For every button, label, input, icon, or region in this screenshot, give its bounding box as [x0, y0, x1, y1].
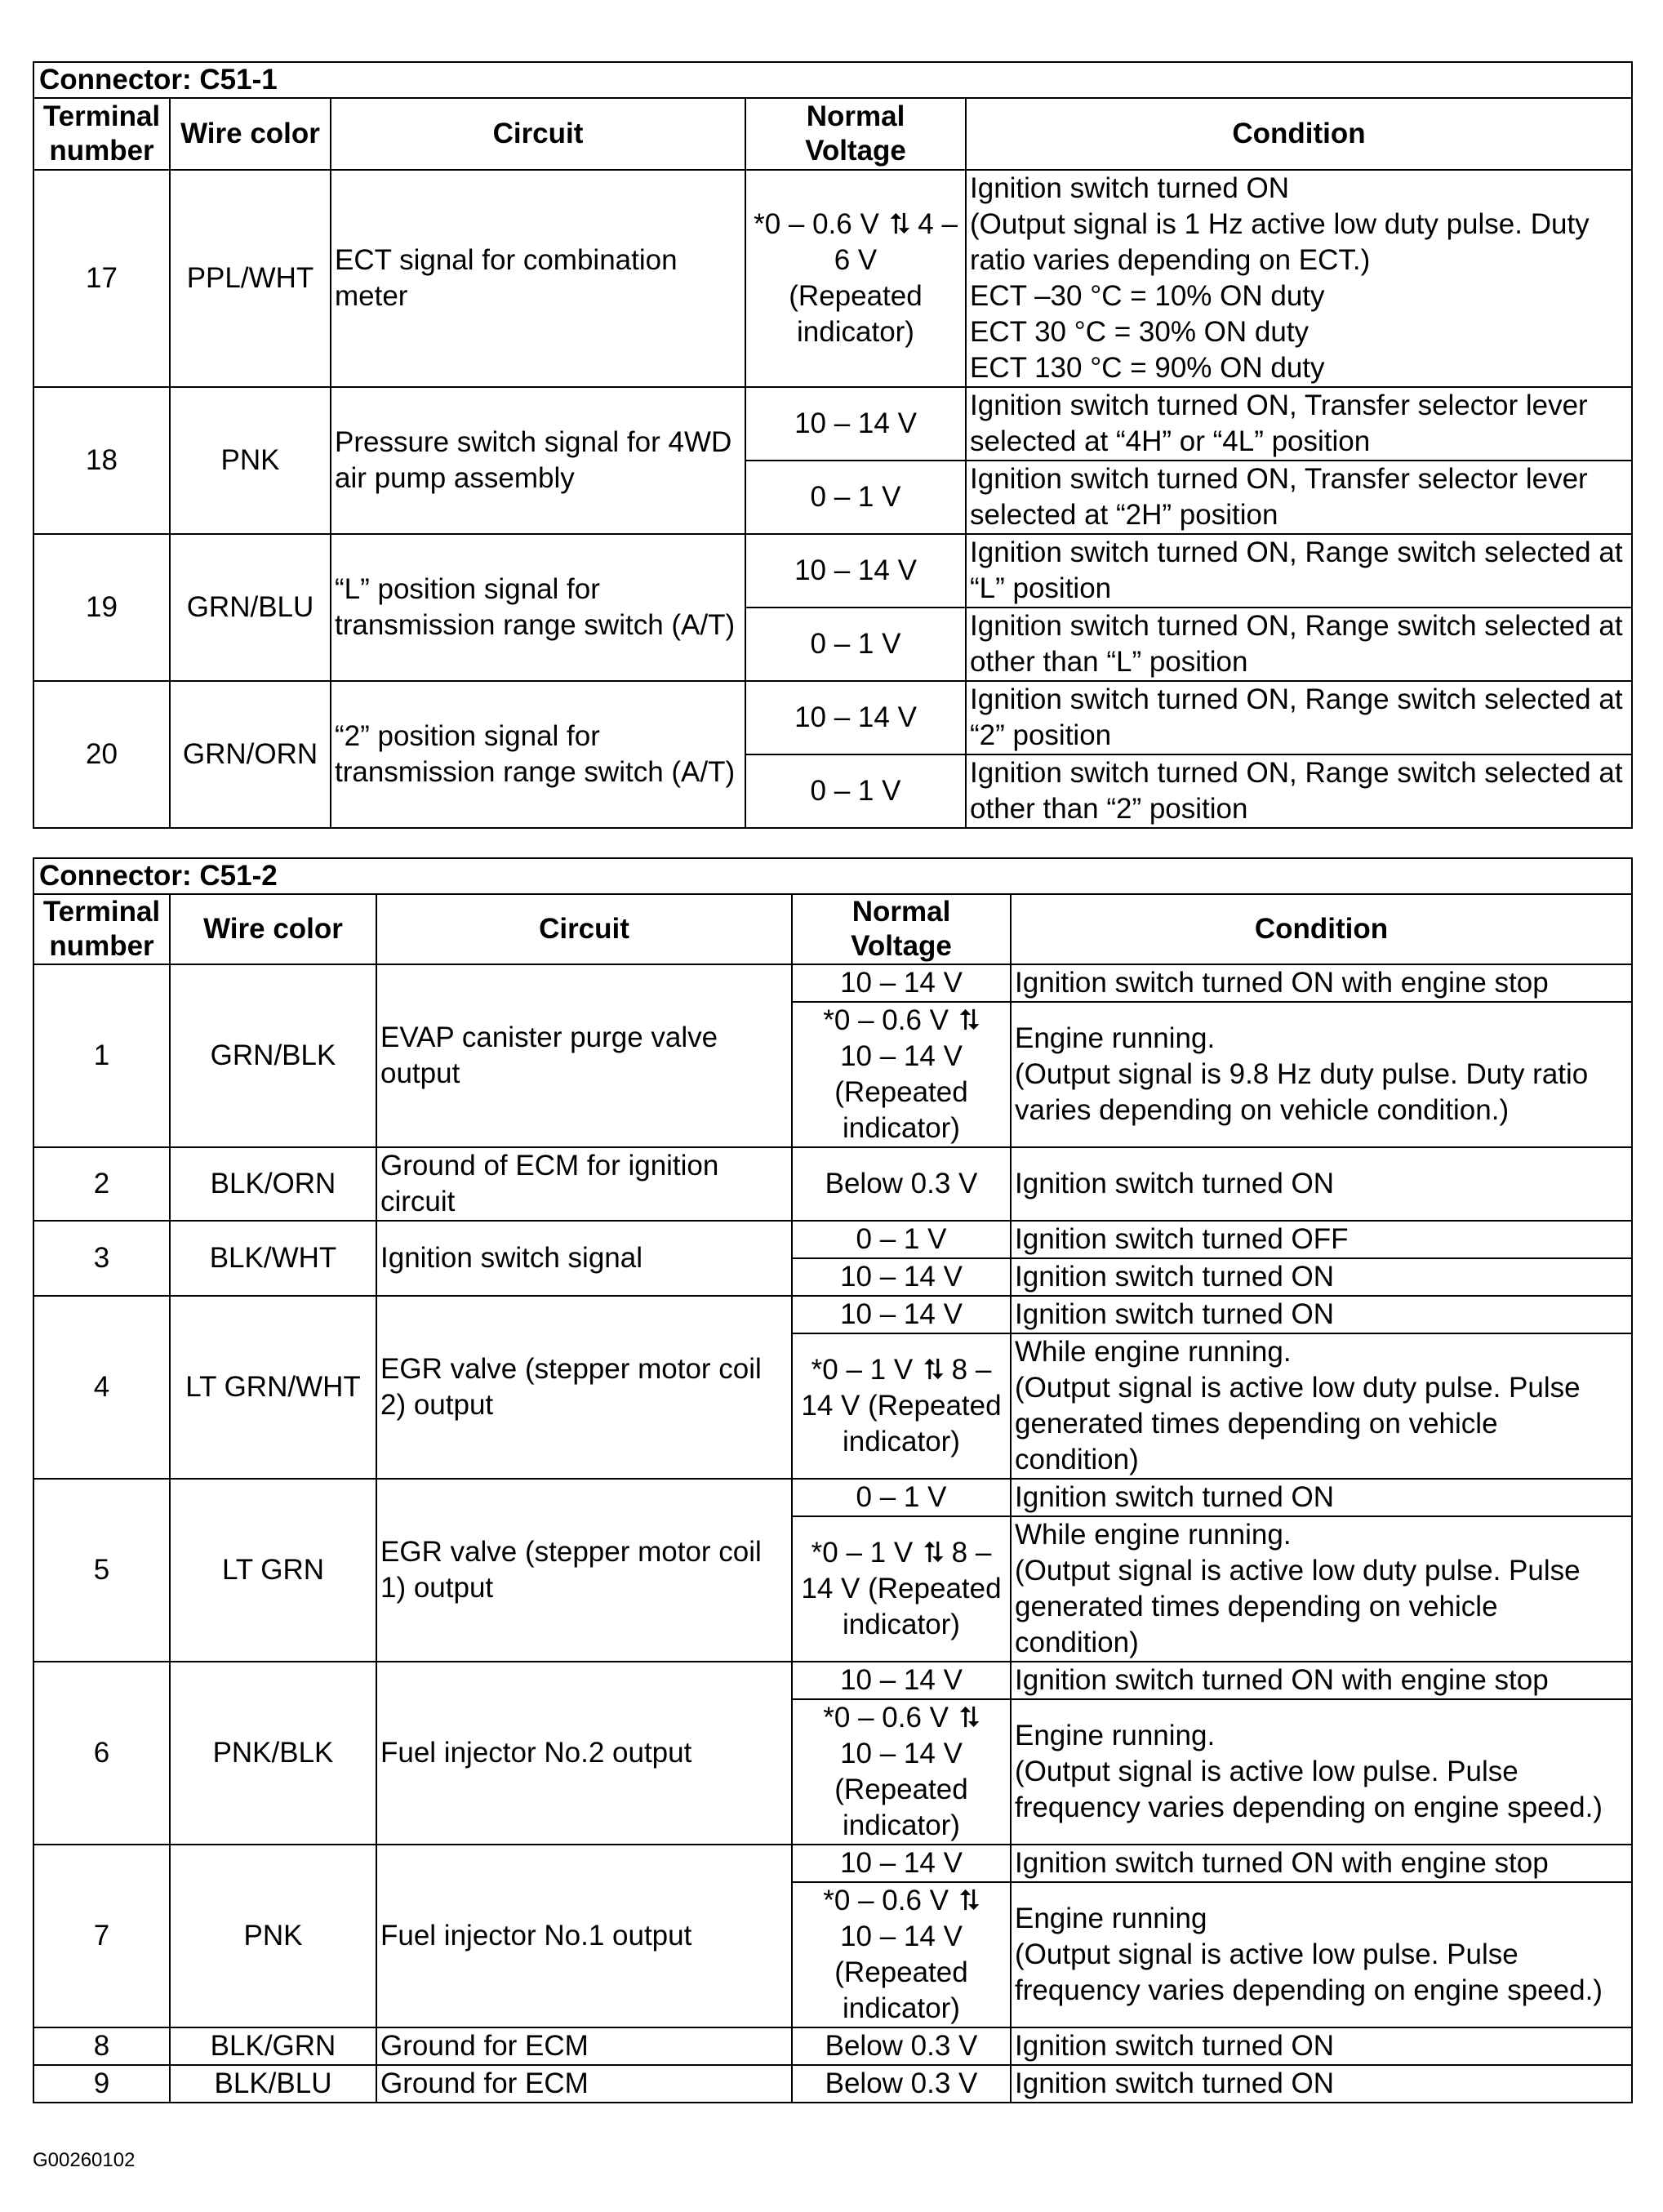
- normal-voltage: *0 – 1 V ⮁ 8 – 14 V (Repeated indicator): [792, 1516, 1011, 1662]
- normal-voltage: 10 – 14 V: [792, 1296, 1011, 1333]
- condition-text: Engine running (Output signal is active low pulse. Pulse frequency varies depending on engine speed.): [1011, 1882, 1632, 2027]
- condition-text: Ignition switch turned ON, Range switch selected at “L” position: [966, 534, 1632, 608]
- condition-text: Ignition switch turned ON: [1011, 1479, 1632, 1516]
- table-row: [33, 534, 1632, 608]
- normal-voltage: Below 0.3 V: [792, 1147, 1011, 1221]
- table-row: [33, 1845, 1632, 1882]
- terminal-number: 2: [33, 1147, 170, 1221]
- circuit-name: EGR valve (stepper motor coil 1) output: [376, 1479, 792, 1662]
- circuit-name: Ground for ECM: [376, 2027, 792, 2065]
- normal-voltage: *0 – 0.6 V ⮁ 10 – 14 V (Repeated indicator): [792, 1882, 1011, 2027]
- connector-c51-1-table: [33, 61, 1633, 829]
- header-terminal-number: Terminal number: [33, 894, 170, 964]
- connector-c51-2-table: [33, 857, 1633, 2103]
- wire-color: GRN/ORN: [170, 681, 331, 828]
- table-row: [33, 387, 1632, 461]
- header-wire-color: Wire color: [170, 894, 376, 964]
- condition-text: Ignition switch turned ON with engine stop: [1011, 1662, 1632, 1699]
- wire-color: PNK: [170, 387, 331, 534]
- table-row: [33, 1662, 1632, 1699]
- normal-voltage: *0 – 0.6 V ⮁ 10 – 14 V (Repeated indicator): [792, 1699, 1011, 1845]
- header-normal-voltage: Normal Voltage: [792, 894, 1011, 964]
- condition-text: Ignition switch turned ON: [1011, 1296, 1632, 1333]
- circuit-name: EVAP canister purge valve output: [376, 964, 792, 1147]
- table-row: [33, 1221, 1632, 1258]
- normal-voltage: 10 – 14 V: [745, 534, 966, 608]
- normal-voltage: 10 – 14 V: [745, 387, 966, 461]
- condition-text: Ignition switch turned ON: [1011, 1147, 1632, 1221]
- normal-voltage: 0 – 1 V: [792, 1479, 1011, 1516]
- wire-color: GRN/BLU: [170, 534, 331, 681]
- terminal-number: 20: [33, 681, 170, 828]
- terminal-number: 7: [33, 1845, 170, 2027]
- normal-voltage: 10 – 14 V: [792, 1258, 1011, 1296]
- table-row: [33, 1147, 1632, 1221]
- table-row: [33, 2027, 1632, 2065]
- normal-voltage: 10 – 14 V: [792, 964, 1011, 1002]
- condition-text: Ignition switch turned OFF: [1011, 1221, 1632, 1258]
- header-terminal-number: Terminal number: [33, 98, 170, 170]
- wire-color: GRN/BLK: [170, 964, 376, 1147]
- terminal-number: 3: [33, 1221, 170, 1296]
- condition-text: Ignition switch turned ON: [1011, 2027, 1632, 2065]
- table-row: [33, 170, 1632, 387]
- wire-color: PNK/BLK: [170, 1662, 376, 1845]
- table-row: [33, 681, 1632, 754]
- circuit-name: Ground of ECM for ignition circuit: [376, 1147, 792, 1221]
- normal-voltage: 10 – 14 V: [792, 1662, 1011, 1699]
- normal-voltage: Below 0.3 V: [792, 2027, 1011, 2065]
- terminal-number: 18: [33, 387, 170, 534]
- header-normal-voltage: Normal Voltage: [745, 98, 966, 170]
- terminal-number: 19: [33, 534, 170, 681]
- normal-voltage: 0 – 1 V: [745, 608, 966, 681]
- figure-code: G00260102: [33, 2149, 136, 2171]
- normal-voltage: *0 – 0.6 V ⮁ 10 – 14 V (Repeated indicator): [792, 1002, 1011, 1147]
- condition-text: While engine running. (Output signal is active low duty pulse. Pulse generated times depending on vehicle condition): [1011, 1516, 1632, 1662]
- normal-voltage: 10 – 14 V: [792, 1845, 1011, 1882]
- terminal-number: 5: [33, 1479, 170, 1662]
- circuit-name: Pressure switch signal for 4WD air pump assembly: [331, 387, 745, 534]
- condition-text: Ignition switch turned ON, Range switch selected at other than “2” position: [966, 754, 1632, 828]
- wire-color: PPL/WHT: [170, 170, 331, 387]
- condition-text: Ignition switch turned ON: [1011, 2065, 1632, 2103]
- wire-color: BLK/GRN: [170, 2027, 376, 2065]
- wire-color: PNK: [170, 1845, 376, 2027]
- wire-color: BLK/WHT: [170, 1221, 376, 1296]
- wire-color: LT GRN: [170, 1479, 376, 1662]
- circuit-name: ECT signal for combination meter: [331, 170, 745, 387]
- header-circuit: Circuit: [376, 894, 792, 964]
- circuit-name: Fuel injector No.2 output: [376, 1662, 792, 1845]
- condition-text: Ignition switch turned ON, Transfer selector lever selected at “2H” position: [966, 461, 1632, 534]
- normal-voltage: *0 – 1 V ⮁ 8 – 14 V (Repeated indicator): [792, 1333, 1011, 1479]
- header-condition: Condition: [1011, 894, 1632, 964]
- circuit-name: “L” position signal for transmission range switch (A/T): [331, 534, 745, 681]
- condition-text: Ignition switch turned ON: [1011, 1258, 1632, 1296]
- terminal-number: 9: [33, 2065, 170, 2103]
- wire-color: BLK/ORN: [170, 1147, 376, 1221]
- table-row: [33, 2065, 1632, 2103]
- condition-text: While engine running. (Output signal is active low duty pulse. Pulse generated times depending on vehicle condition): [1011, 1333, 1632, 1479]
- header-circuit: Circuit: [331, 98, 745, 170]
- normal-voltage: 0 – 1 V: [745, 754, 966, 828]
- condition-text: Ignition switch turned ON with engine stop: [1011, 1845, 1632, 1882]
- header-condition: Condition: [966, 98, 1632, 170]
- condition-text: Engine running. (Output signal is active low pulse. Pulse frequency varies depending on engine speed.): [1011, 1699, 1632, 1845]
- condition-text: Ignition switch turned ON, Range switch selected at “2” position: [966, 681, 1632, 754]
- connector-label: Connector: C51-1: [33, 62, 1632, 98]
- wire-color: BLK/BLU: [170, 2065, 376, 2103]
- terminal-number: 6: [33, 1662, 170, 1845]
- condition-text: Engine running. (Output signal is 9.8 Hz duty pulse. Duty ratio varies depending on vehicle condition.): [1011, 1002, 1632, 1147]
- normal-voltage: 0 – 1 V: [792, 1221, 1011, 1258]
- normal-voltage: 0 – 1 V: [745, 461, 966, 534]
- condition-text: Ignition switch turned ON (Output signal is 1 Hz active low duty pulse. Duty ratio varies depending on ECT.) ECT –30 °C = 10% ON duty ECT 30 °C = 30% ON duty ECT 130 °C = 90% ON duty: [966, 170, 1632, 387]
- terminal-number: 17: [33, 170, 170, 387]
- condition-text: Ignition switch turned ON with engine stop: [1011, 964, 1632, 1002]
- table-row: [33, 1296, 1632, 1333]
- normal-voltage: *0 – 0.6 V ⮁ 4 – 6 V (Repeated indicator): [745, 170, 966, 387]
- circuit-name: Fuel injector No.1 output: [376, 1845, 792, 2027]
- circuit-name: EGR valve (stepper motor coil 2) output: [376, 1296, 792, 1479]
- circuit-name: “2” position signal for transmission range switch (A/T): [331, 681, 745, 828]
- normal-voltage: Below 0.3 V: [792, 2065, 1011, 2103]
- condition-text: Ignition switch turned ON, Transfer selector lever selected at “4H” or “4L” position: [966, 387, 1632, 461]
- connector-label: Connector: C51-2: [33, 858, 1632, 894]
- terminal-number: 1: [33, 964, 170, 1147]
- terminal-number: 4: [33, 1296, 170, 1479]
- header-wire-color: Wire color: [170, 98, 331, 170]
- circuit-name: Ignition switch signal: [376, 1221, 792, 1296]
- circuit-name: Ground for ECM: [376, 2065, 792, 2103]
- condition-text: Ignition switch turned ON, Range switch selected at other than “L” position: [966, 608, 1632, 681]
- table-row: [33, 1479, 1632, 1516]
- table-row: [33, 964, 1632, 1002]
- normal-voltage: 10 – 14 V: [745, 681, 966, 754]
- terminal-number: 8: [33, 2027, 170, 2065]
- wire-color: LT GRN/WHT: [170, 1296, 376, 1479]
